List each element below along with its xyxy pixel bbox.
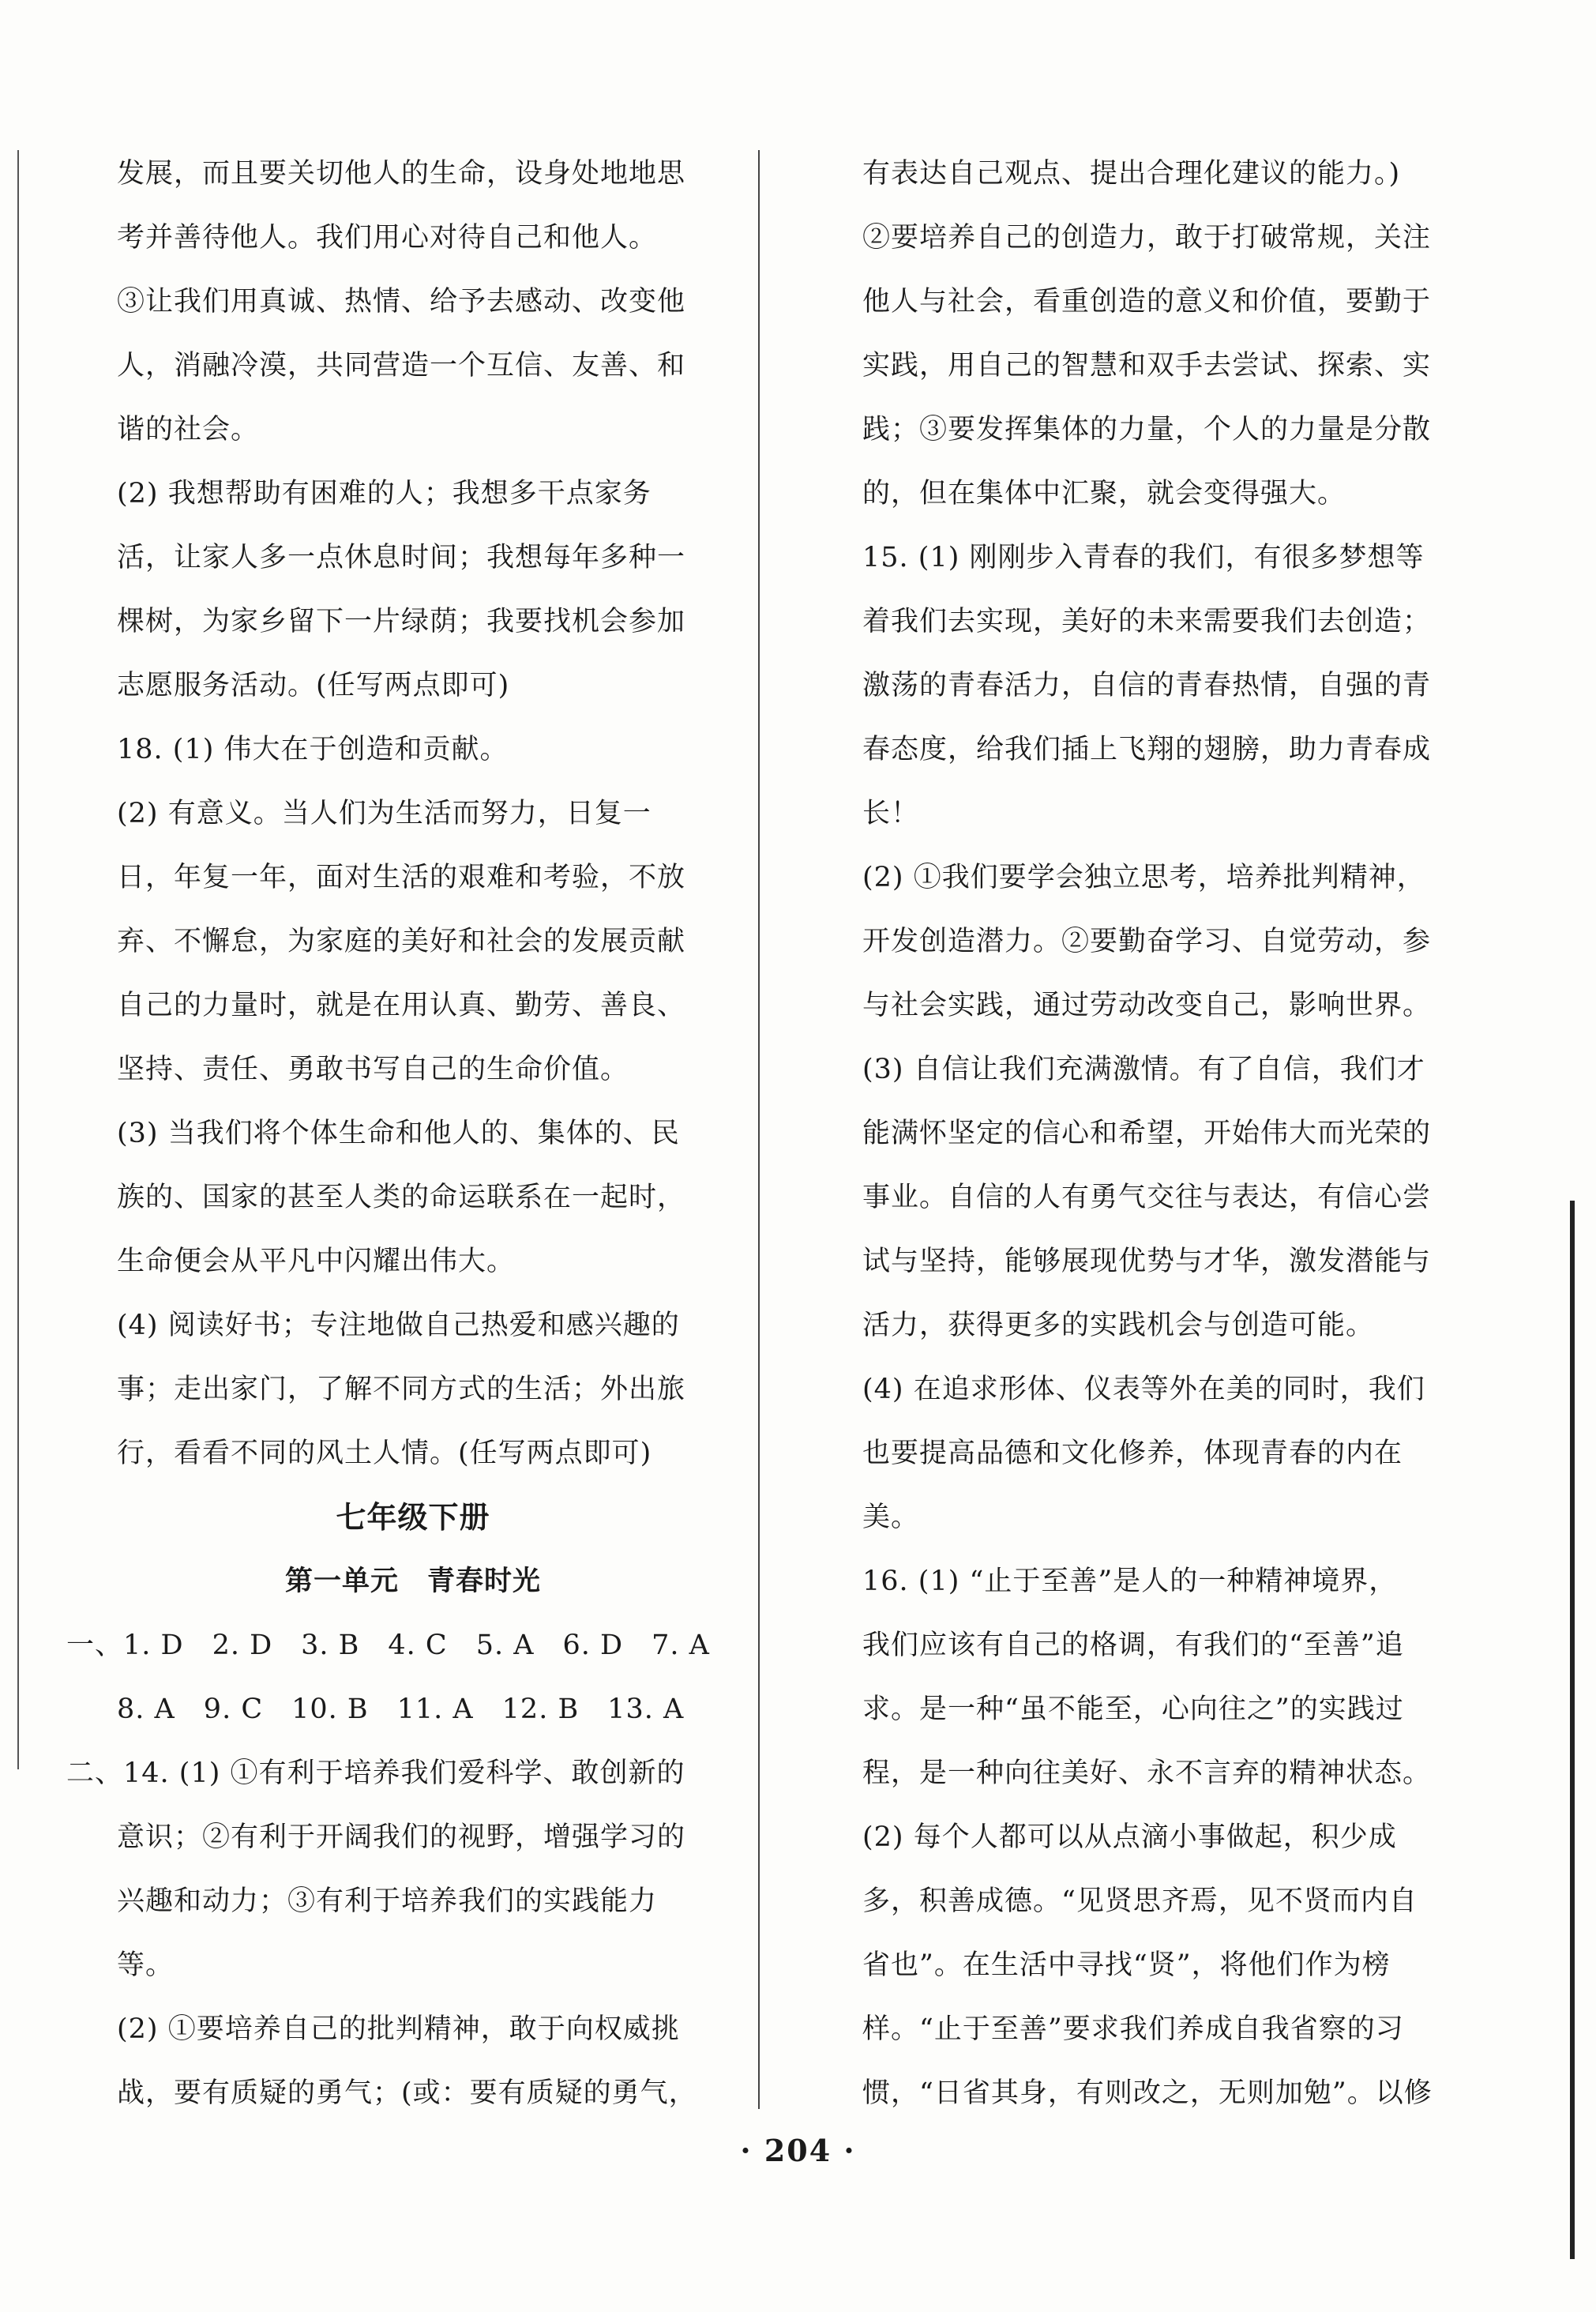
text-line: 事；走出家门，了解不同方式的生活；外出旅	[117, 1374, 686, 1405]
text-line: 自己的力量时，就是在用认真、勤劳、善良、	[117, 990, 686, 1021]
text-line: 人，消融冷漠，共同营造一个互信、友善、和	[117, 350, 686, 382]
text-line: 长！	[862, 798, 920, 829]
text-line: 试与坚持，能够展现优势与才华，激发潜能与	[862, 1246, 1432, 1277]
text-line: 行，看看不同的风土人情。(任写两点即可)	[117, 1438, 652, 1469]
text-line: 谐的社会。	[117, 414, 260, 445]
text-line: 有表达自己观点、提出合理化建议的能力。)	[862, 158, 1401, 190]
page-number: · 204 ·	[740, 2133, 856, 2168]
right-column	[862, 142, 1494, 2126]
text-line: 发展，而且要关切他人的生命，设身处地地思	[117, 158, 686, 190]
text-line: 活力，获得更多的实践机会与创造可能。	[862, 1310, 1375, 1341]
text-line: (4) 阅读好书；专注地做自己热爱和感兴趣的	[117, 1310, 680, 1341]
text-line: (3) 当我们将个体生命和他人的、集体的、民	[117, 1118, 680, 1149]
text-line: 18. (1) 伟大在于创造和贡献。	[117, 734, 509, 765]
text-line: 二、14. (1) ①有利于培养我们爱科学、敢创新的	[66, 1757, 685, 1789]
text-line: 16. (1) “止于至善”是人的一种精神境界，	[862, 1566, 1398, 1597]
left-margin-rule	[17, 150, 19, 1769]
text-line: 美。	[862, 1502, 920, 1533]
left-column	[66, 142, 710, 2126]
text-line: (2) 有意义。当人们为生活而努力，日复一	[117, 798, 652, 829]
text-line: 8. A 9. C 10. B 11. A 12. B 13. A	[117, 1694, 685, 1725]
text-line: 样。“止于至善”要求我们养成自我省察的习	[862, 2013, 1404, 2045]
text-line: (2) 我想帮助有困难的人；我想多干点家务	[117, 478, 652, 509]
section-title: 七年级下册	[336, 1500, 490, 1535]
text-line: (2) 每个人都可以从点滴小事做起，积少成	[862, 1821, 1397, 1853]
text-line: 兴趣和动力；③有利于培养我们的实践能力	[117, 1885, 658, 1917]
text-line: 坚持、责任、勇敢书写自己的生命价值。	[117, 1054, 629, 1085]
text-line: 着我们去实现，美好的未来需要我们去创造；	[862, 606, 1432, 637]
text-line: (2) ①我们要学会独立思考，培养批判精神，	[862, 862, 1425, 893]
text-line: 棵树，为家乡留下一片绿荫；我要找机会参加	[117, 606, 686, 637]
text-line: 一、1. D 2. D 3. B 4. C 5. A 6. D 7. A	[66, 1630, 710, 1661]
text-line: 生命便会从平凡中闪耀出伟大。	[117, 1246, 516, 1277]
text-line: 日，年复一年，面对生活的艰难和考验，不放	[117, 862, 686, 893]
text-line: 等。	[117, 1949, 175, 1981]
text-line: 程，是一种向往美好、永不言弃的精神状态。	[862, 1757, 1432, 1789]
text-line: 求。是一种“虽不能至，心向往之”的实践过	[862, 1694, 1404, 1725]
text-line: 15. (1) 刚刚步入青春的我们，有很多梦想等	[862, 542, 1425, 573]
text-line: 激荡的青春活力，自信的青春热情，自强的青	[862, 670, 1432, 701]
text-line: ②要培养自己的创造力，敢于打破常规，关注	[862, 222, 1432, 254]
text-line: 也要提高品德和文化修养，体现青春的内在	[862, 1438, 1403, 1469]
text-line: 弃、不懈怠，为家庭的美好和社会的发展贡献	[117, 926, 686, 957]
text-line: 志愿服务活动。(任写两点即可)	[117, 670, 510, 701]
text-line: 与社会实践，通过劳动改变自己，影响世界。	[862, 990, 1432, 1021]
scan-edge-shadow	[1570, 1201, 1575, 2259]
text-line: 惯，“日省其身，有则改之，无则加勉”。以修	[862, 2077, 1433, 2109]
column-divider	[758, 150, 760, 2109]
unit-title: 第一单元 青春时光	[284, 1566, 541, 1597]
text-line: 活，让家人多一点休息时间；我想每年多种一	[117, 542, 686, 573]
text-line: 能满怀坚定的信心和希望，开始伟大而光荣的	[862, 1118, 1432, 1149]
text-line: 战，要有质疑的勇气；(或：要有质疑的勇气，	[117, 2077, 697, 2109]
text-line: 的，但在集体中汇聚，就会变得强大。	[862, 478, 1346, 509]
text-line: 他人与社会，看重创造的意义和价值，要勤于	[862, 286, 1432, 318]
text-line: 省也”。在生活中寻找“贤”，将他们作为榜	[862, 1949, 1391, 1981]
text-line: 考并善待他人。我们用心对待自己和他人。	[117, 222, 658, 254]
text-line: ③让我们用真诚、热情、给予去感动、改变他	[117, 286, 686, 318]
text-line: 族的、国家的甚至人类的命运联系在一起时，	[117, 1182, 686, 1213]
text-line: 事业。自信的人有勇气交往与表达，有信心尝	[862, 1182, 1432, 1213]
text-line: 春态度，给我们插上飞翔的翅膀，助力青春成	[862, 734, 1432, 765]
text-line: (2) ①要培养自己的批判精神，敢于向权威挑	[117, 2013, 680, 2045]
text-line: 实践，用自己的智慧和双手去尝试、探索、实	[862, 350, 1432, 382]
text-line: 我们应该有自己的格调，有我们的“至善”追	[862, 1630, 1404, 1661]
text-line: 践；③要发挥集体的力量，个人的力量是分散	[862, 414, 1432, 445]
text-line: (4) 在追求形体、仪表等外在美的同时，我们	[862, 1374, 1425, 1405]
text-line: 多，积善成德。“见贤思齐焉，见不贤而内自	[862, 1885, 1418, 1917]
text-line: 意识；②有利于开阔我们的视野，增强学习的	[117, 1821, 686, 1853]
text-line: 开发创造潜力。②要勤奋学习、自觉劳动，参	[862, 926, 1432, 957]
text-line: (3) 自信让我们充满激情。有了自信，我们才	[862, 1054, 1425, 1085]
